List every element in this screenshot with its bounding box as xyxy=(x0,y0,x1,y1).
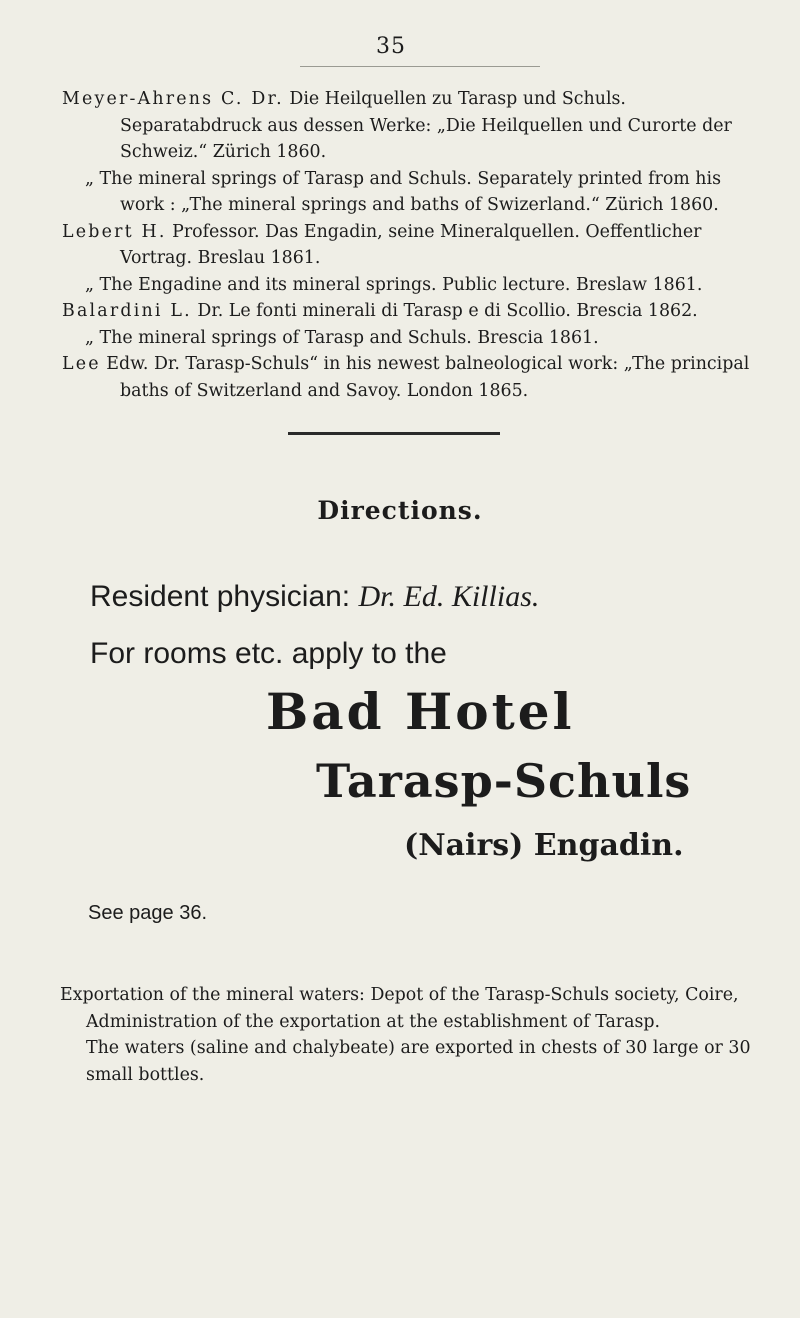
ditto-mark: „ xyxy=(85,327,95,348)
see-page-note: See page 36. xyxy=(88,902,207,924)
reference-entry xyxy=(62,166,762,219)
reference-entry xyxy=(62,298,762,325)
exportation-detail: The waters (saline and chalybeate) are exported in chests of 30 large or 30 small bottles. xyxy=(86,1038,751,1085)
reference-entry xyxy=(62,86,762,166)
reference-entry xyxy=(62,272,762,299)
section-title: Directions. xyxy=(317,496,483,525)
physician-label: Resident physician: xyxy=(90,580,351,613)
reference-author: Lebert H. xyxy=(62,221,167,242)
reference-author: Balardini L. xyxy=(62,301,192,321)
reference-text: The Engadine and its mineral springs. Public lecture. Breslaw 1861. xyxy=(99,274,703,295)
page-number: 35 xyxy=(376,34,406,59)
exportation-paragraph xyxy=(60,982,780,1088)
reference-text: Dr. Le fonti minerali di Tarasp e di Scollio. Brescia 1862. xyxy=(197,301,698,321)
reference-text: Die Heilquellen zu Tarasp und Schuls. Separatabdruck aus dessen Werke: „Die Heilquellen und Curorte der Schweiz.“ Zürich 1860. xyxy=(120,89,732,162)
physician-line xyxy=(90,580,539,614)
reference-entry xyxy=(62,325,762,352)
reference-text: Professor. Das Engadin, seine Mineralquellen. Oeffentlicher Vortrag. Breslau 1861. xyxy=(120,221,702,268)
reference-author: Meyer-Ahrens C. Dr. xyxy=(62,89,284,109)
reference-text: The mineral springs of Tarasp and Schuls. Brescia 1861. xyxy=(99,327,599,348)
header-rule xyxy=(300,66,540,67)
ditto-mark: „ xyxy=(85,274,95,295)
reference-author: Lee xyxy=(62,354,101,374)
reference-entry xyxy=(62,351,762,404)
section-divider xyxy=(288,432,500,435)
ditto-mark: „ xyxy=(85,168,95,189)
bibliography-list xyxy=(62,86,762,404)
reference-entry xyxy=(62,219,762,272)
hotel-region: (Nairs) Engadin. xyxy=(404,828,684,863)
reference-text: Edw. Dr. Tarasp-Schuls“ in his newest balneological work: „The principal baths of Switzerland and Savoy. London 1865. xyxy=(106,354,750,401)
exportation-intro: Exportation of the mineral waters: Depot of the Tarasp-Schuls society, Coire, Administration of the exportation at the establishment of Tarasp. xyxy=(60,985,739,1032)
hotel-location: Tarasp-Schuls xyxy=(316,754,692,808)
rooms-line: For rooms etc. apply to the xyxy=(90,637,447,670)
hotel-name: Bad Hotel xyxy=(266,682,575,741)
reference-text: The mineral springs of Tarasp and Schuls. Separately printed from his work : „The mineral springs and baths of Swizerland.“ Zürich 1860. xyxy=(99,168,721,215)
physician-name: Dr. Ed. Killias. xyxy=(358,580,540,613)
